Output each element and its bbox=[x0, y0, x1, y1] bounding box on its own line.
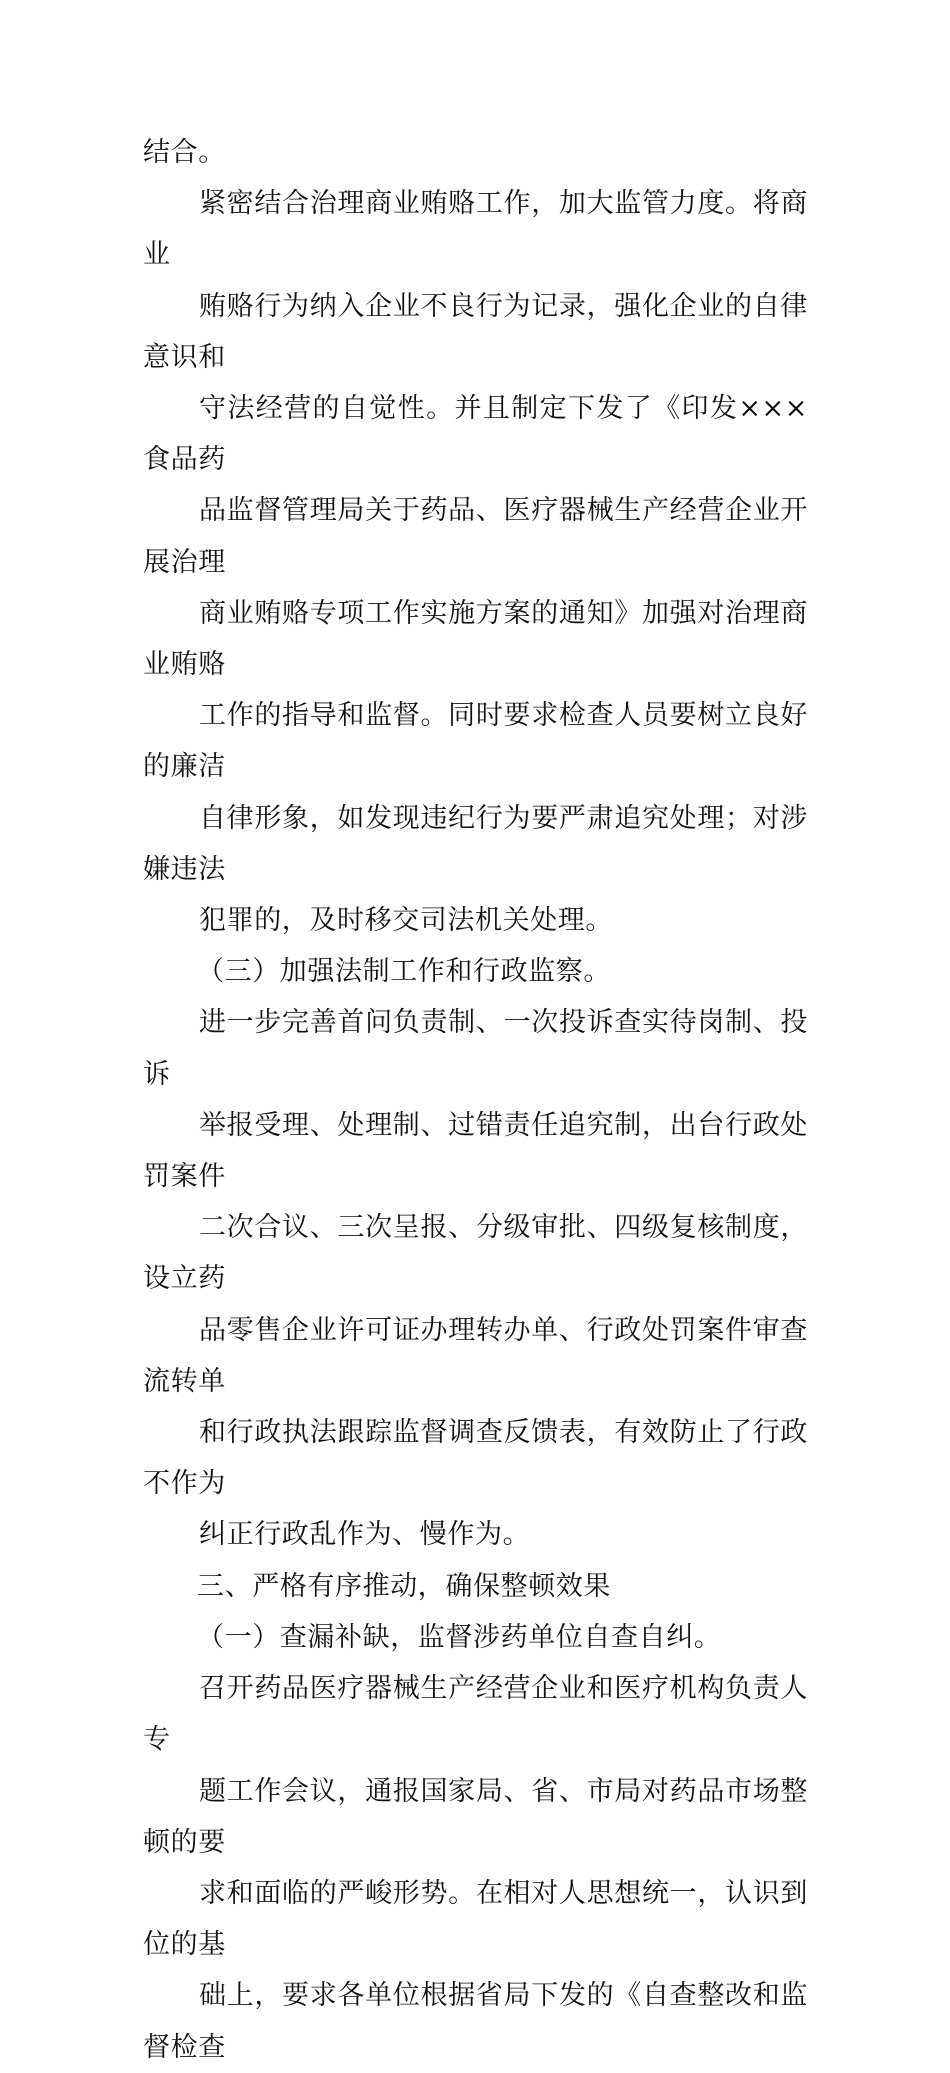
text-line: 求和面临的严峻形势。在相对人思想统一，认识到位的基 bbox=[143, 1877, 808, 1961]
text-line: 结合。 bbox=[143, 137, 226, 168]
text-line: 础上，要求各单位根据省局下发的《自查整改和监督检查 bbox=[143, 1980, 808, 2063]
paragraph-commercial-bribery bbox=[143, 178, 808, 946]
text-line: 三、严格有序推动，确保整顿效果 bbox=[197, 1570, 611, 1602]
text-line: 工作的指导和监督。同时要求检查人员要树立良好的廉洁 bbox=[143, 700, 808, 783]
paragraph-meeting bbox=[143, 1663, 808, 2073]
text-line: 和行政执法跟踪监督调查反馈表，有效防止了行政不作为 bbox=[143, 1417, 808, 1500]
text-line: 紧密结合治理商业贿赂工作，加大监管力度。将商业 bbox=[143, 188, 808, 271]
text-line: 进一步完善首问负责制、一次投诉查实待岗制、投诉 bbox=[143, 1007, 808, 1090]
paragraph-responsibility-system bbox=[143, 997, 808, 1560]
text-line: 纠正行政乱作为、慢作为。 bbox=[199, 1519, 531, 1551]
text-line: 题工作会议，通报国家局、省、市局对药品市场整顿的要 bbox=[143, 1775, 808, 1858]
text-line: 召开药品医疗器械生产经营企业和医疗机构负责人专 bbox=[143, 1673, 808, 1756]
text-line: 品监督管理局关于药品、医疗器械生产经营企业开展治理 bbox=[143, 495, 808, 578]
text-line: 品零售企业许可证办理转办单、行政处罚案件审查流转单 bbox=[143, 1314, 808, 1397]
text-line: 守法经营的自觉性。并且制定下发了《印发×××食品药 bbox=[143, 393, 808, 476]
paragraph-continuation bbox=[143, 127, 808, 178]
document-body bbox=[143, 127, 808, 2073]
text-line: 自律形象，如发现违纪行为要严肃追究处理；对涉嫌违法 bbox=[143, 802, 808, 885]
section-heading-three bbox=[143, 1561, 808, 1612]
text-line: 商业贿赂专项工作实施方案的通知》加强对治理商业贿赂 bbox=[143, 597, 808, 681]
section-heading-legal-supervision bbox=[143, 946, 808, 997]
section-heading-self-inspection bbox=[143, 1612, 808, 1663]
text-line: （三）加强法制工作和行政监察。 bbox=[197, 956, 611, 988]
text-line: 贿赂行为纳入企业不良行为记录，强化企业的自律意识和 bbox=[143, 290, 808, 373]
text-line: （一）查漏补缺，监督涉药单位自查自纠。 bbox=[197, 1621, 722, 1653]
text-line: 犯罪的，及时移交司法机关处理。 bbox=[199, 905, 613, 937]
text-line: 举报受理、处理制、过错责任追究制，出台行政处罚案件 bbox=[143, 1109, 808, 1193]
text-line: 二次合议、三次呈报、分级审批、四级复核制度，设立药 bbox=[143, 1212, 808, 1295]
